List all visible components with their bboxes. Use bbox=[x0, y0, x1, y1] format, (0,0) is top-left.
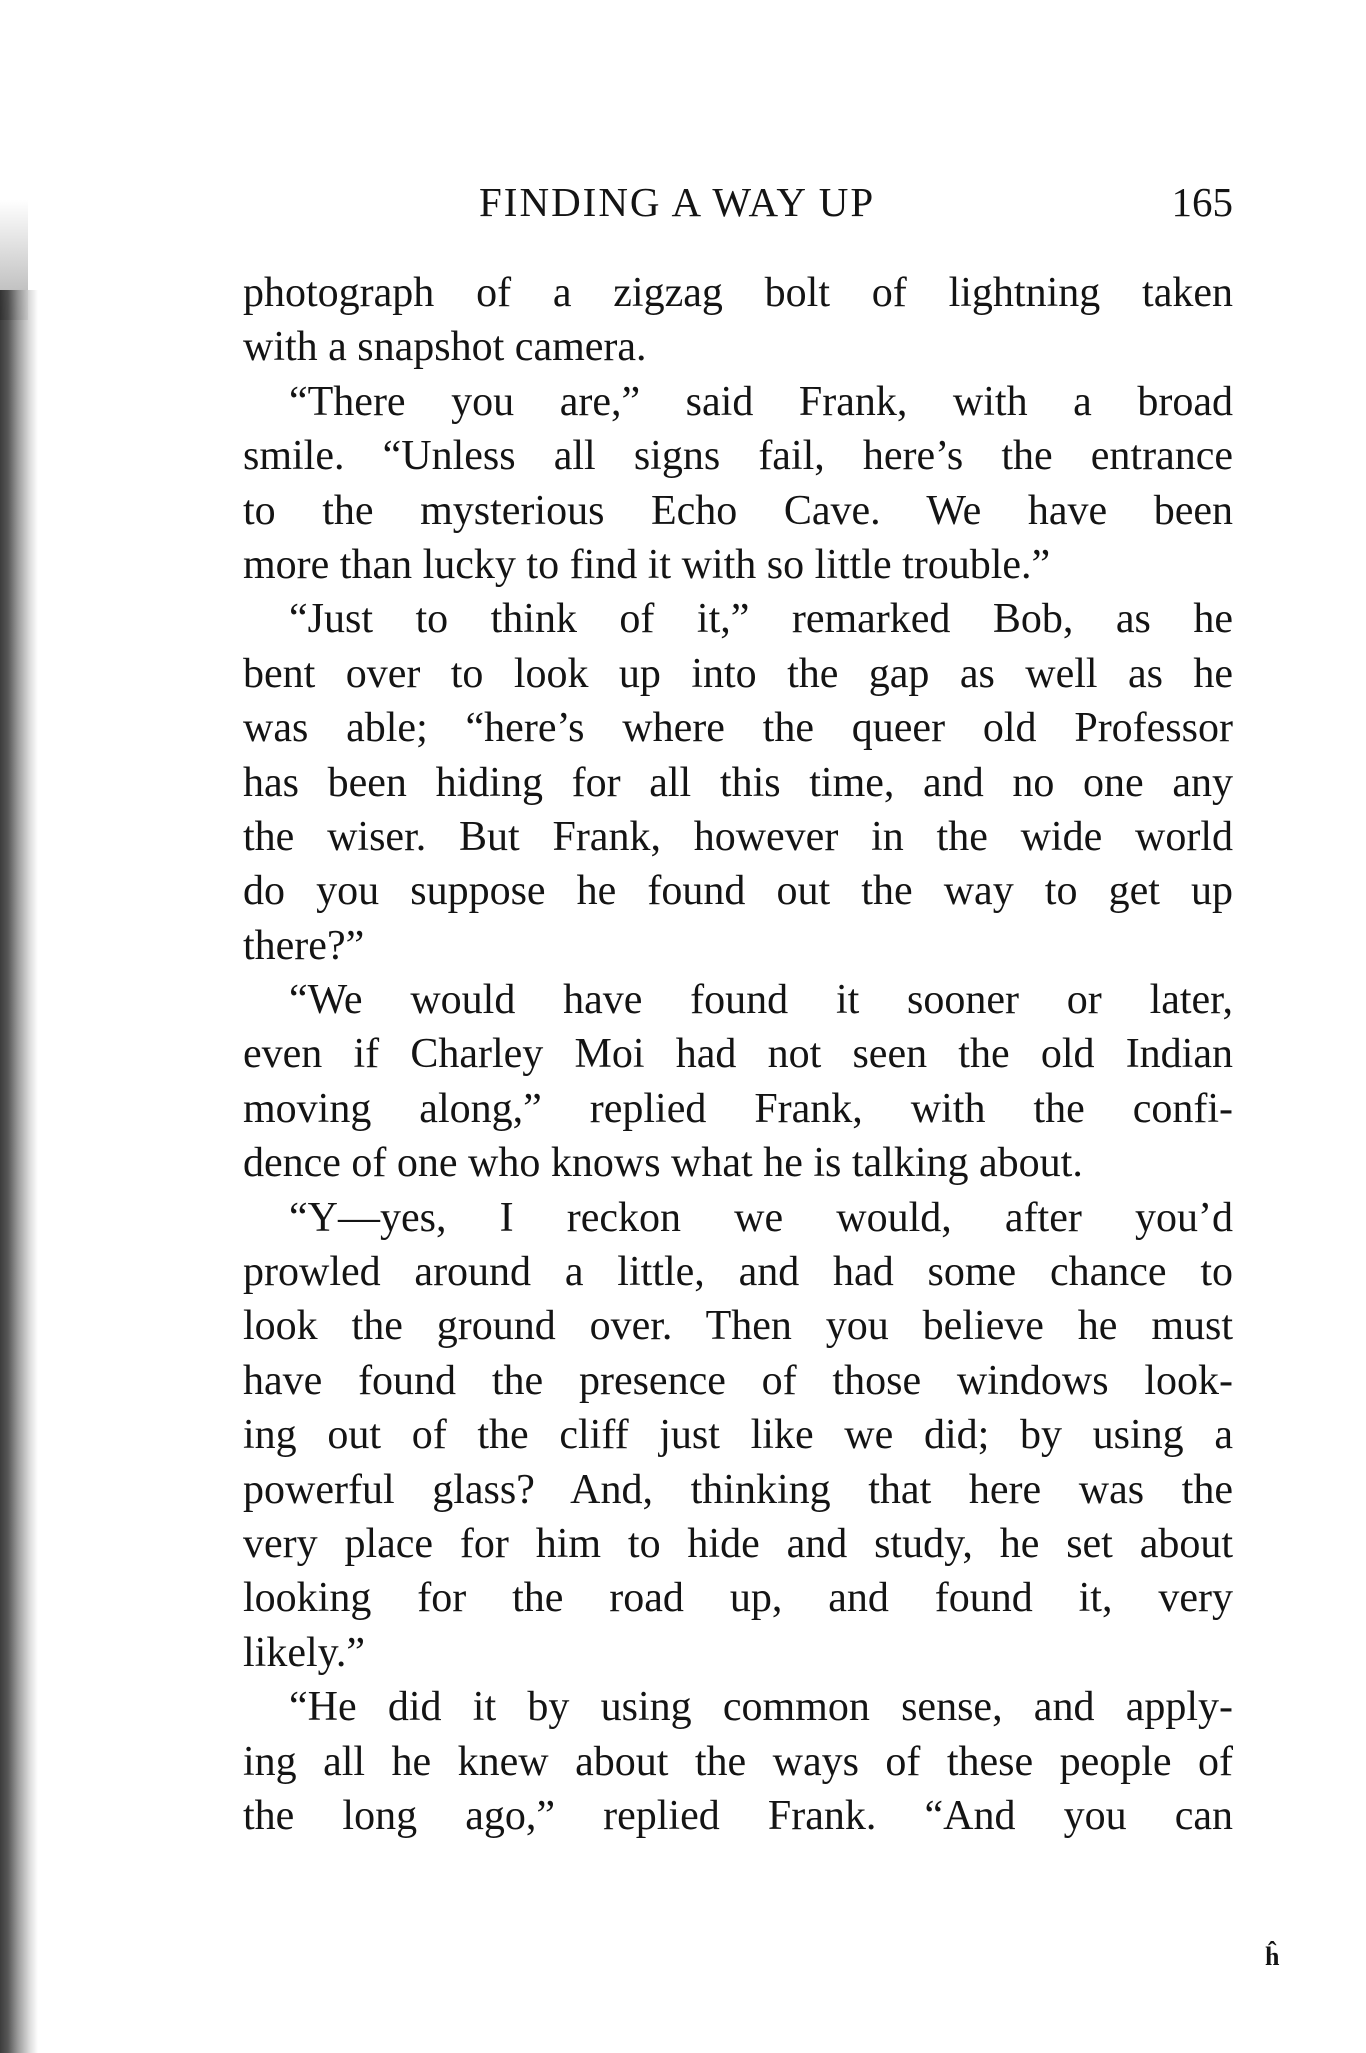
text-line: have found the presence of those windows look- bbox=[243, 1357, 1233, 1404]
text-line: “There you are,” said Frank, with a broad bbox=[289, 378, 1233, 425]
text-line: has been hiding for all this time, and no one any bbox=[243, 759, 1233, 806]
text-line: to the mysterious Echo Cave. We have been bbox=[243, 487, 1233, 534]
text-line: was able; “here’s where the queer old Professor bbox=[243, 705, 1233, 752]
printer-mark: ĥ bbox=[1265, 1942, 1280, 1971]
text-line: do you suppose he found out the way to get up bbox=[243, 868, 1233, 915]
text-line: moving along,” replied Frank, with the confi- bbox=[243, 1085, 1233, 1132]
text-line: powerful glass? And, thinking that here was the bbox=[243, 1466, 1233, 1513]
text-line: “We would have found it sooner or later, bbox=[289, 977, 1233, 1024]
text-line: dence of one who knows what he is talking about. bbox=[243, 1140, 1083, 1187]
text-line: the long ago,” replied Frank. “And you can bbox=[243, 1792, 1233, 1839]
page-gutter-shadow bbox=[0, 290, 38, 2053]
text-line: likely.” bbox=[243, 1629, 366, 1676]
text-line: photograph of a zigzag bolt of lightning taken bbox=[243, 270, 1233, 316]
text-line: “Y—yes, I reckon we would, after you’d bbox=[289, 1194, 1233, 1241]
text-line: there?” bbox=[243, 922, 365, 969]
page-number: 165 bbox=[1171, 179, 1233, 225]
body-text bbox=[243, 266, 1233, 1843]
text-line: bent over to look up into the gap as well as he bbox=[243, 650, 1233, 697]
text-line: “He did it by using common sense, and apply- bbox=[289, 1684, 1233, 1731]
text-line: ing all he knew about the ways of these people of bbox=[243, 1738, 1233, 1785]
text-line: prowled around a little, and had some chance to bbox=[243, 1249, 1233, 1296]
text-line: ing out of the cliff just like we did; by using a bbox=[243, 1412, 1233, 1459]
text-line: look the ground over. Then you believe he must bbox=[243, 1303, 1233, 1350]
text-line: “Just to think of it,” remarked Bob, as he bbox=[289, 596, 1233, 643]
text-line: with a snapshot camera. bbox=[243, 324, 647, 371]
text-line: looking for the road up, and found it, very bbox=[243, 1575, 1233, 1622]
text-line: the wiser. But Frank, however in the wide world bbox=[243, 813, 1233, 860]
text-line: even if Charley Moi had not seen the old Indian bbox=[243, 1031, 1233, 1078]
running-header bbox=[243, 178, 1233, 238]
text-line: more than lucky to find it with so little trouble.” bbox=[243, 541, 1051, 588]
text-line: very place for him to hide and study, he set about bbox=[243, 1520, 1233, 1567]
text-line: smile. “Unless all signs fail, here’s the entrance bbox=[243, 433, 1233, 480]
running-title: FINDING A WAY UP bbox=[479, 179, 876, 225]
